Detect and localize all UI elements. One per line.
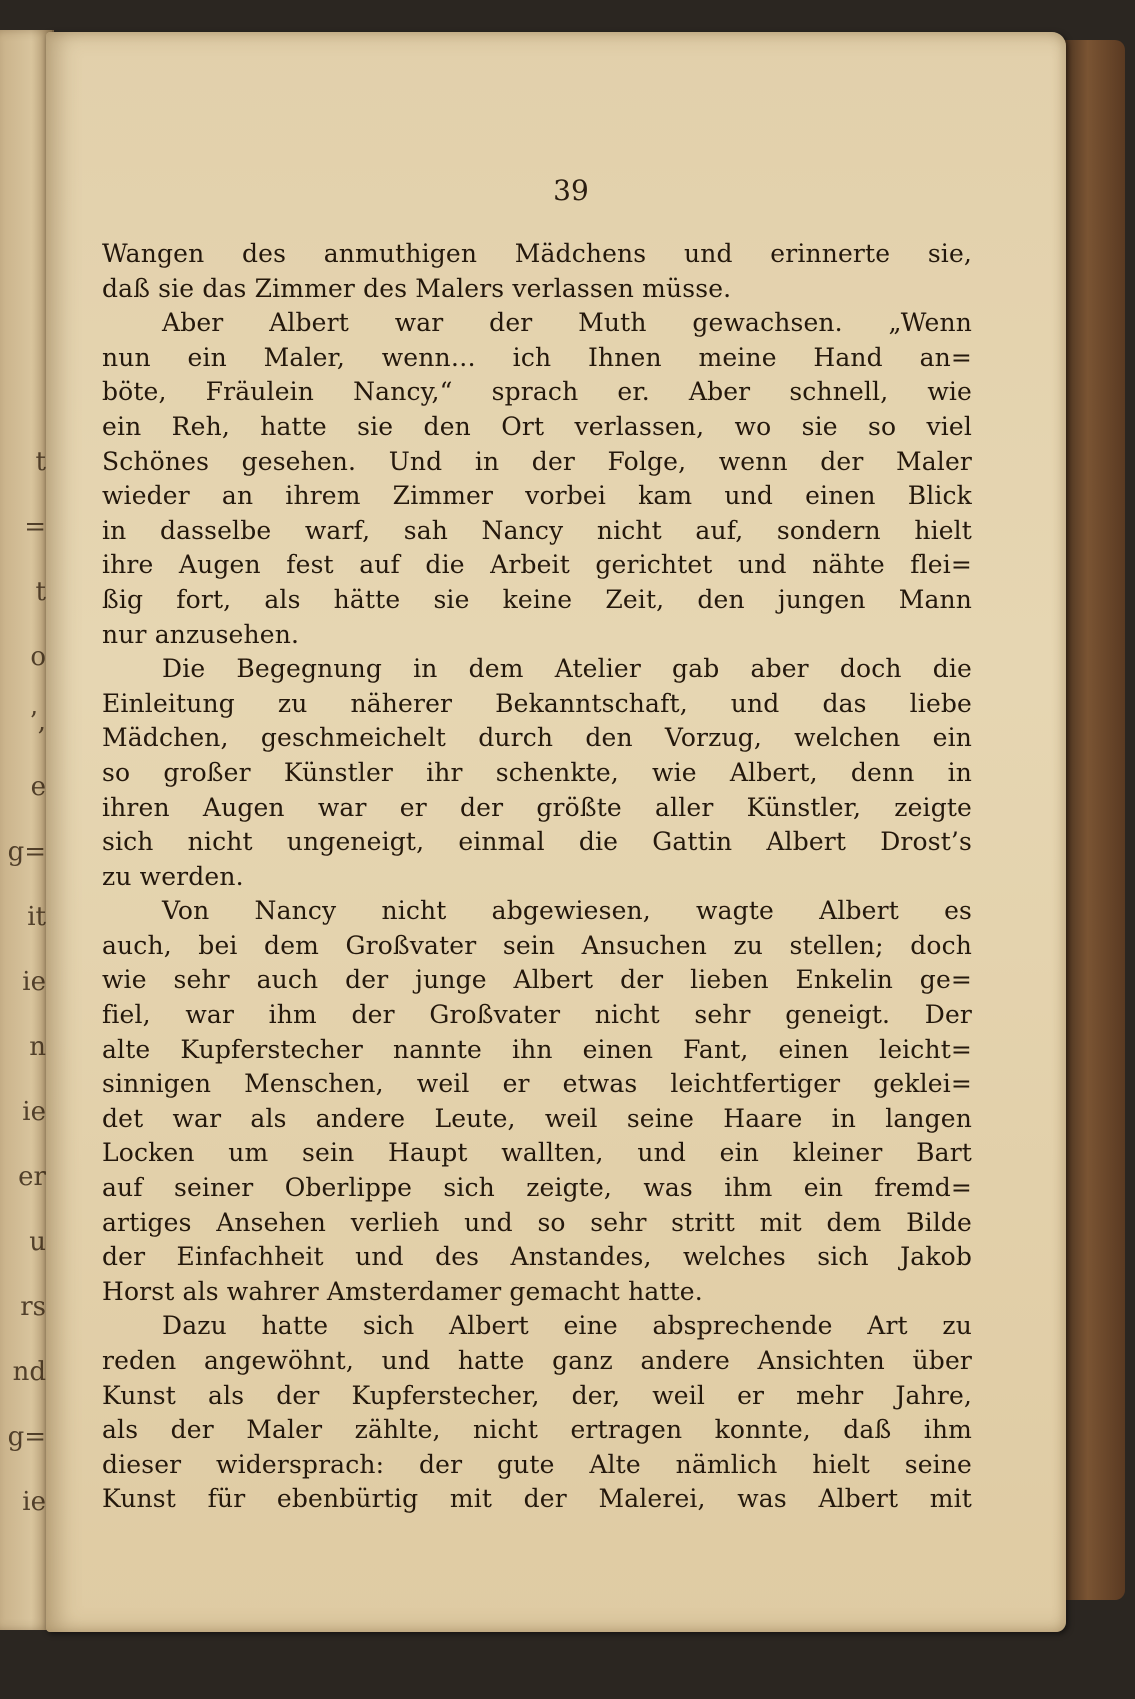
text-line: Wangen des anmuthigen Mädchens und erinnerte sie, [102,239,972,268]
text-line: böte, Fräulein Nancy,“ sprach er. Aber schnell, wie [102,377,972,407]
text-line: artiges Ansehen verlieh und so sehr stritt mit dem Bilde [102,1207,972,1237]
text-line: auch, bei dem Großvater sein Ansuchen zu stellen; doch [102,930,972,960]
text-line: Horst als wahrer Amsterdamer gemacht hatte. [102,1276,703,1306]
text-line: Die Begegnung in dem Atelier gab aber doch die [162,654,972,684]
fragment: it [27,902,46,932]
text-line: Schönes gesehen. Und in der Folge, wenn der Maler [102,446,972,476]
text-line: Einleitung zu näherer Bekanntschaft, und das liebe [102,688,972,718]
fragment: ie [22,967,46,997]
fragment: n [29,1032,46,1062]
book-cover-edge [1063,40,1125,1600]
text-line: det war als andere Leute, weil seine Haare in langen [102,1103,972,1133]
fragment: t [35,447,46,477]
text-line: fiel, war ihm der Großvater nicht sehr geneigt. Der [102,1000,972,1030]
text-line: ihre Augen fest auf die Arbeit gerichtet und nähte flei= [102,550,972,580]
text-line: Aber Albert war der Muth gewachsen. „Wenn [162,308,972,338]
text-line: als der Maler zählte, nicht ertragen konnte, daß ihm [102,1415,972,1445]
text-line: Mädchen, geschmeichelt durch den Vorzug, welchen ein [102,723,972,753]
text-line: reden angewöhnt, und hatte ganz andere Ansichten über [102,1346,972,1375]
fragment: = [24,512,46,542]
text-line: Kunst für ebenbürtig mit der Malerei, was Albert mit [102,1484,972,1514]
fragment: nd [12,1357,46,1387]
text-line: wieder an ihrem Zimmer vorbei kam und einen Blick [102,481,972,511]
text-line: alte Kupferstecher nannte ihn einen Fant, einen leicht= [102,1034,972,1064]
text-line: zu werden. [102,861,244,891]
text-line: daß sie das Zimmer des Malers verlassen müsse. [102,273,732,303]
text-line: Von Nancy nicht abgewiesen, wagte Albert es [162,896,972,926]
page-text [102,237,972,1517]
text-line: auf seiner Oberlippe sich zeigte, was ihm ein fremd= [102,1173,972,1203]
text-line: so großer Künstler ihr schenkte, wie Albert, denn in [102,757,972,787]
fragment: o [30,642,46,672]
text-line: dieser widersprach: der gute Alte nämlich hielt seine [102,1449,972,1479]
fragment: ’, [29,707,46,737]
fragment: t [35,577,46,607]
previous-page-fragments [6,430,46,1535]
fragment: u [29,1227,46,1257]
fragment: rs [20,1292,46,1322]
fragment: ie [22,1097,46,1127]
text-line: sinnigen Menschen, weil er etwas leichtfertiger geklei= [102,1069,972,1099]
fragment: g= [7,837,46,867]
text-line: Locken um sein Haupt wallten, und ein kleiner Bart [102,1138,972,1168]
fragment: er [18,1162,46,1192]
text-line: nur anzusehen. [102,619,300,649]
text-line: der Einfachheit und des Anstandes, welches sich Jakob [102,1242,972,1272]
text-line: nun ein Maler, wenn… ich Ihnen meine Hand an= [102,342,972,372]
book-page [46,32,1066,1632]
text-line: in dasselbe warf, sah Nancy nicht auf, sondern hielt [102,515,972,545]
fragment: e [30,772,46,802]
text-line: sich nicht ungeneigt, einmal die Gattin Albert Drost’s [102,827,972,857]
text-line: Kunst als der Kupferstecher, der, weil er mehr Jahre, [102,1380,972,1410]
text-line: Dazu hatte sich Albert eine absprechende Art zu [162,1311,972,1341]
text-line: wie sehr auch der junge Albert der lieben Enkelin ge= [102,965,972,995]
text-line: ßig fort, als hätte sie keine Zeit, den jungen Mann [102,584,972,614]
text-line: ihren Augen war er der größte aller Künstler, zeigte [102,792,972,822]
fragment: ie [22,1487,46,1517]
page-number: 39 [553,174,589,207]
fragment: g= [7,1422,46,1452]
text-line: ein Reh, hatte sie den Ort verlassen, wo sie so viel [102,411,972,441]
